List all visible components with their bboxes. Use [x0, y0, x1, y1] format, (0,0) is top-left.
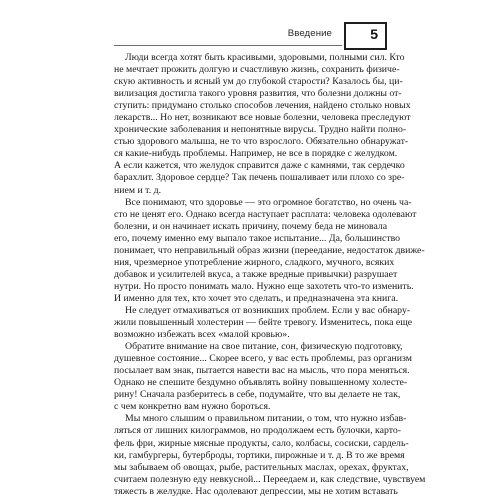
text-line: не мечтает прожить долгую и счастливую жизнь, сохранить физиче- [114, 64, 400, 76]
text-line: посылает вам знак, пытается навести вас на мысль, что пора меняться. [114, 365, 410, 377]
section-title: Введение [287, 28, 332, 39]
text-line: возможно избежать всех «малой кровью». [114, 329, 290, 341]
text-line: А если кажется, что желудок справится даже с камнями, так сердечко [114, 160, 405, 172]
text-line: стью здорового малыша, не то что взрослого. Обязательно обнаружат- [114, 136, 409, 148]
running-header [114, 22, 342, 46]
text-line: ки, гамбургеры, бутерброды, тортики, пирожные и т. д. В то же время [114, 449, 405, 461]
text-line: барахлит. Здоровое сердце? Так печень пошаливает или плохо со зре- [114, 172, 405, 184]
text-line: Мы много слышим о правильном питании, о том, что нужно избав- [125, 413, 407, 425]
text-line: понимает, что неправильный образ жизни (переедание, недостаток движе- [114, 244, 425, 256]
text-line: Не следует отмахиваться от возникших проблем. Если у вас обнару- [125, 304, 411, 316]
text-line: Люди всегда хотят быть красивыми, здоровыми, полными сил. Кто [125, 52, 405, 63]
text-line: рину! Сначала разберитесь в себе, подумайте, что вы делаете не так, [114, 389, 401, 401]
page-number-box [344, 22, 387, 50]
text-line: душевное состояние... Скорее всего, у вас есть проблемы, раз организм [114, 353, 412, 365]
text-line: лекарств... Но нет, возникают все новые болезни, человека преследуют [114, 112, 411, 124]
text-line: тяжесть в желудке. Нас одолевают депрессии, мы не хотим вставать [114, 485, 398, 497]
text-line: хронические заболевания и непонятные вирусы. Трудно найти полно- [114, 124, 407, 136]
text-line: Все понимают, что здоровье — это огромное богатство, но очень ча- [125, 196, 412, 208]
text-line: считаем полезную еду невкусной... Переедаем и, как следствие, чувствуем [114, 473, 426, 485]
text-line: скую активность и ясный ум до глубокой старости? Казалось бы, ци- [114, 76, 403, 88]
text-line: нутри. Но просто понимать мало. Нужно еще захотеть что-то изменить. [114, 280, 414, 292]
page-number: 5 [370, 26, 378, 42]
text-line: ляться от лишних килограммов, но продолжаем есть булочки, карто- [114, 425, 402, 437]
text-line: Обратите внимание на свое питание, сон, физическую подготовку, [125, 341, 403, 353]
text-line: жили повышенный холестерин — бейте тревогу. Изменитесь, пока еще [114, 317, 413, 329]
text-line: с чем конкретно вам нужно бороться. [114, 401, 271, 413]
text-line: его, почему именно ему выпало такое испытание... Да, большинство [114, 232, 401, 244]
text-line: ступить: придумано столько способов лечения, найдено столько новых [114, 100, 411, 112]
text-line: ния, чрезмерное употребление жирного, сладкого, мучного, всяких [114, 256, 395, 268]
text-line: И именно для тех, кто хочет это сделать, и предназначена эта книга. [114, 292, 399, 304]
text-line: добавок и усилителей вкуса, а также вредные привычки) разрушает [114, 268, 398, 280]
text-line: мы забываем об овощах, рыбе, растительных маслах, орехах, фруктах, [114, 461, 409, 473]
text-line: ся какие-нибудь проблемы. Например, не все в порядке с желудком. [114, 148, 398, 160]
text-line: вилизация достигла такого уровня развития, что болезни должны от- [114, 88, 402, 100]
text-line: болезни, и он начинает искать причину, почему беда не миновала [114, 220, 388, 232]
text-line: фель фри, жирные мясные продукты, сало, колбасы, сосиски, сардель- [114, 437, 409, 449]
body-text [114, 52, 426, 498]
text-line: Однако не спешите бездумно объявлять войну повышенному холесте- [114, 377, 408, 389]
text-line: нием и т. д. [114, 184, 162, 196]
text-line: сто не ценят его. Однако всегда наступает расплата: человека одолевают [114, 208, 417, 220]
